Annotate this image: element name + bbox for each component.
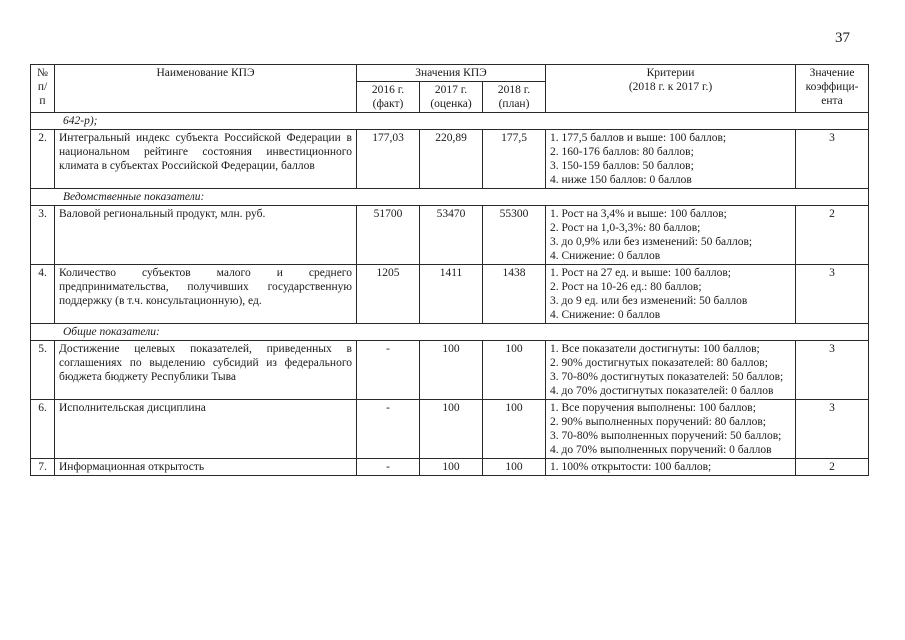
criteria-item: 3. 150-159 баллов: 50 баллов; (550, 160, 694, 172)
criteria-item: 2. Рост на 1,0-3,3%: 80 баллов; (550, 222, 701, 234)
value-2017: 100 (420, 459, 483, 476)
table-row (31, 265, 869, 324)
kpe-name: Исполнительская дисциплина (55, 400, 357, 459)
value-2016: 1205 (357, 265, 420, 324)
kpe-table (30, 64, 869, 476)
coefficient: 3 (796, 130, 869, 189)
criteria-item: 4. до 70% достигнутых показателей: 0 баллов (550, 385, 774, 397)
header-2017: 2017 г. (оценка) (420, 82, 483, 113)
value-2017: 1411 (420, 265, 483, 324)
criteria-item: 2. 90% достигнутых показателей: 80 баллов; (550, 357, 768, 369)
criteria-item: 4. до 70% выполненных поручений: 0 баллов (550, 444, 772, 456)
section-title: Ведомственные показатели: (31, 189, 869, 206)
kpe-name: Количество субъектов малого и среднего предпринимательства, получивших государственную поддержку (в т.ч. консультационную), ед. (55, 265, 357, 324)
value-2018: 100 (483, 459, 546, 476)
value-2016: 177,03 (357, 130, 420, 189)
row-number: 7. (31, 459, 55, 476)
header-2018: 2018 г. (план) (483, 82, 546, 113)
row-number: 2. (31, 130, 55, 189)
criteria-cell (546, 206, 796, 265)
criteria-cell (546, 130, 796, 189)
value-2016: 51700 (357, 206, 420, 265)
criteria-cell (546, 265, 796, 324)
criteria-item: 2. Рост на 10-26 ед.: 80 баллов; (550, 281, 702, 293)
criteria-item: 2. 90% выполненных поручений: 80 баллов; (550, 416, 766, 428)
value-2017: 100 (420, 400, 483, 459)
value-2018: 55300 (483, 206, 546, 265)
section-title: Общие показатели: (31, 324, 869, 341)
value-2016: - (357, 341, 420, 400)
value-2016: - (357, 400, 420, 459)
criteria-item: 1. Все показатели достигнуты: 100 баллов; (550, 343, 760, 355)
carry-text: 642-р); (31, 113, 869, 130)
row-number: 6. (31, 400, 55, 459)
carry-row (31, 113, 869, 130)
table-row (31, 130, 869, 189)
value-2018: 177,5 (483, 130, 546, 189)
section-row (31, 324, 869, 341)
value-2016: - (357, 459, 420, 476)
criteria-cell (546, 400, 796, 459)
criteria-item: 1. 100% открытости: 100 баллов; (550, 461, 712, 473)
criteria-item: 1. 177,5 баллов и выше: 100 баллов; (550, 132, 727, 144)
criteria-item: 1. Рост на 27 ед. и выше: 100 баллов; (550, 267, 731, 279)
criteria-item: 2. 160-176 баллов: 80 баллов; (550, 146, 694, 158)
coefficient: 3 (796, 341, 869, 400)
kpe-name: Интегральный индекс субъекта Российской Федерации в национальном рейтинге состояния инвестиционного климата в субъектах Российской Федерации, баллов (55, 130, 357, 189)
table-row (31, 459, 869, 476)
value-2017: 220,89 (420, 130, 483, 189)
criteria-item: 1. Все поручения выполнены: 100 баллов; (550, 402, 756, 414)
criteria-item: 4. ниже 150 баллов: 0 баллов (550, 174, 692, 186)
table-row (31, 400, 869, 459)
criteria-item: 4. Снижение: 0 баллов (550, 309, 661, 321)
header-num: № п/п (31, 65, 55, 113)
row-number: 3. (31, 206, 55, 265)
kpe-name: Информационная открытость (55, 459, 357, 476)
criteria-item: 3. до 9 ед. или без изменений: 50 баллов (550, 295, 748, 307)
criteria-item: 3. до 0,9% или без изменений: 50 баллов; (550, 236, 753, 248)
coefficient: 3 (796, 400, 869, 459)
criteria-item: 3. 70-80% достигнутых показателей: 50 баллов; (550, 371, 784, 383)
coefficient: 3 (796, 265, 869, 324)
criteria-cell (546, 459, 796, 476)
row-number: 4. (31, 265, 55, 324)
header-row (31, 65, 869, 82)
header-name: Наименование КПЭ (55, 65, 357, 113)
criteria-item: 3. 70-80% выполненных поручений: 50 баллов; (550, 430, 782, 442)
header-coef: Значение коэффици- ента (796, 65, 869, 113)
kpe-name: Валовой региональный продукт, млн. руб. (55, 206, 357, 265)
value-2018: 1438 (483, 265, 546, 324)
table-row (31, 341, 869, 400)
criteria-item: 4. Снижение: 0 баллов (550, 250, 661, 262)
criteria-cell (546, 341, 796, 400)
section-row (31, 189, 869, 206)
page-number: 37 (835, 30, 850, 46)
coefficient: 2 (796, 206, 869, 265)
value-2017: 53470 (420, 206, 483, 265)
coefficient: 2 (796, 459, 869, 476)
table-row (31, 206, 869, 265)
row-number: 5. (31, 341, 55, 400)
header-values: Значения КПЭ (357, 65, 546, 82)
value-2018: 100 (483, 400, 546, 459)
value-2017: 100 (420, 341, 483, 400)
header-2016: 2016 г. (факт) (357, 82, 420, 113)
value-2018: 100 (483, 341, 546, 400)
header-criteria: Критерии (2018 г. к 2017 г.) (546, 65, 796, 113)
criteria-item: 1. Рост на 3,4% и выше: 100 баллов; (550, 208, 727, 220)
kpe-name: Достижение целевых показателей, приведенных в соглашениях по выделению субсидий из федерального бюджета бюджету Республики Тыва (55, 341, 357, 400)
